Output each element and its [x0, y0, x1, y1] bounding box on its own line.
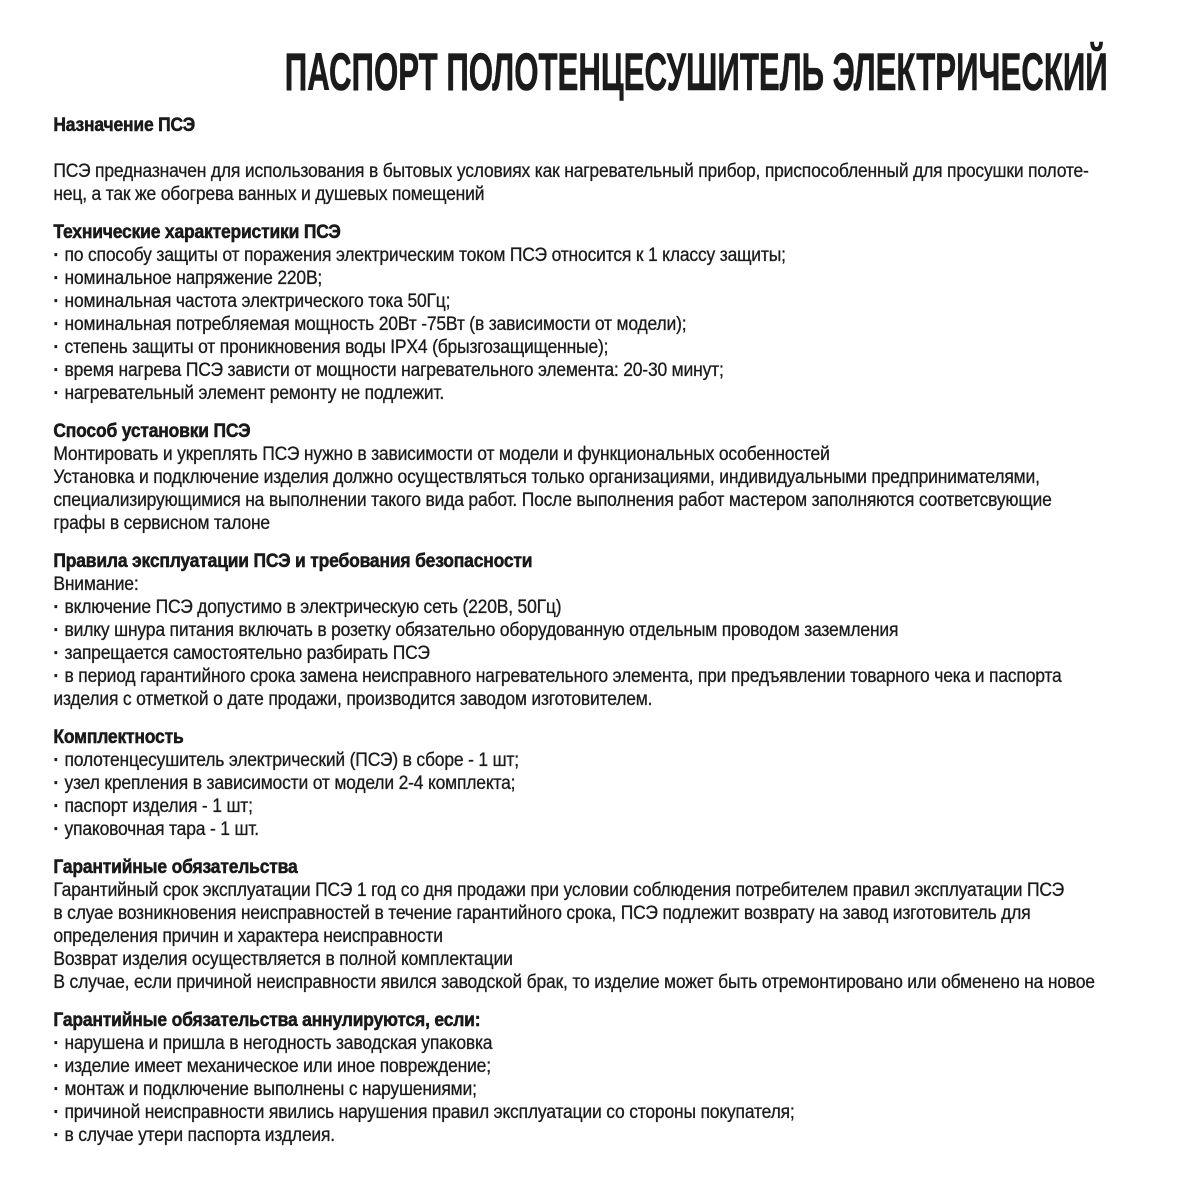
text-line: [53, 466, 1146, 489]
bullet-icon: ·: [53, 643, 60, 664]
section: [53, 1009, 1146, 1147]
bullet-icon: ·: [53, 1033, 60, 1054]
bullet-icon: ·: [53, 1079, 60, 1100]
text-line: [53, 688, 1146, 711]
line-text: изделия с отметкой о дате продажи, производится заводом изготовителем.: [53, 689, 653, 710]
line-text: номинальная частота электрического тока 50Гц;: [64, 291, 451, 312]
line-text: монтаж и подключение выполнены с нарушениями;: [64, 1079, 477, 1100]
bullet-icon: ·: [53, 268, 60, 289]
line-text: Внимание:: [53, 574, 139, 595]
line-text: в слуае возникновения неисправностей в течение гарантийного срока, ПСЭ подлежит возврату на завод изготовитель для: [53, 903, 1031, 924]
bullet-line: [53, 795, 1146, 818]
bullet-icon: ·: [53, 666, 60, 687]
text-line: [53, 443, 1146, 466]
text-line: [53, 183, 1146, 206]
line-text: нагревательный элемент ремонту не подлежит.: [64, 383, 445, 404]
line-text: вилку шнура питания включать в розетку обязательно оборудованную отдельным проводом заземления: [64, 620, 899, 641]
bullet-icon: ·: [53, 1056, 60, 1077]
line-text: включение ПСЭ допустимо в электрическую сеть (220В, 50Гц): [64, 597, 562, 618]
bullet-line: [53, 382, 1146, 405]
line-text: степень защиты от проникновения воды IPX4 (брызгозащищенные);: [64, 337, 609, 358]
line-text: Гарантийный срок эксплуатации ПСЭ 1 год со дня продажи при условии соблюдения потребителем правил эксплуатации ПСЭ: [53, 880, 1065, 901]
text-line: [53, 573, 1146, 596]
bullet-icon: ·: [53, 620, 60, 641]
section-heading: Технические характеристики ПСЭ: [53, 222, 341, 243]
section: [53, 114, 1146, 206]
bullet-line: [53, 1101, 1146, 1124]
text-line: [53, 902, 1146, 925]
line-text: упаковочная тара - 1 шт.: [64, 819, 259, 840]
line-text: по способу защиты от поражения электрическим током ПСЭ относится к 1 классу защиты;: [64, 245, 786, 266]
section: [53, 221, 1146, 405]
text-line: [53, 948, 1146, 971]
line-text: время нагрева ПСЭ зависти от мощности нагревательного элемента: 20-30 минут;: [64, 360, 724, 381]
bullet-line: [53, 1124, 1146, 1147]
bullet-icon: ·: [53, 796, 60, 817]
text-line: [53, 879, 1146, 902]
line-text: причиной неисправности явились нарушения правил эксплуатации со стороны покупателя;: [64, 1102, 795, 1123]
bullet-line: [53, 290, 1146, 313]
line-text: Установка и подключение изделия должно осуществляться только организациями, индивидуальными предпринимателями,: [53, 467, 1040, 488]
bullet-icon: ·: [53, 383, 60, 404]
line-text: паспорт изделия - 1 шт;: [64, 796, 253, 817]
section: [53, 420, 1146, 535]
line-text: графы в сервисном талоне: [53, 513, 270, 534]
bullet-line: [53, 1055, 1146, 1078]
bullet-icon: ·: [53, 360, 60, 381]
bullet-icon: ·: [53, 819, 60, 840]
bullet-line: [53, 665, 1146, 688]
bullet-line: [53, 642, 1146, 665]
line-text: определения причин и характера неисправности: [53, 926, 443, 947]
section: [53, 726, 1146, 841]
line-text: запрещается самостоятельно разбирать ПСЭ: [64, 643, 430, 664]
bullet-line: [53, 1032, 1146, 1055]
line-text: нец, а так же обогрева ванных и душевых помещений: [53, 184, 485, 205]
bullet-line: [53, 313, 1146, 336]
bullet-icon: ·: [53, 245, 60, 266]
line-text: номинальное напряжение 220В;: [64, 268, 323, 289]
blank-line: [53, 137, 1146, 160]
text-line: [53, 489, 1146, 512]
bullet-icon: ·: [53, 773, 60, 794]
document-title: [53, 0, 1146, 102]
line-text: В случае, если причиной неисправности явился заводской брак, то изделие может быть отремонтировано или обменено на новое: [53, 972, 1095, 993]
line-text: специализирующимися на выполнении такого вида работ. После выполнения работ мастером заполняются соответсвующие: [53, 490, 1052, 511]
line-text: ПСЭ предназначен для использования в бытовых условиях как нагревательный прибор, приспособленный для просушки полоте-: [53, 161, 1089, 182]
bullet-icon: ·: [53, 750, 60, 771]
text-line: [53, 971, 1146, 994]
bullet-icon: ·: [53, 291, 60, 312]
bullet-line: [53, 619, 1146, 642]
bullet-icon: ·: [53, 1102, 60, 1123]
bullet-icon: ·: [53, 337, 60, 358]
document-body: [53, 114, 1146, 1147]
section: [53, 550, 1146, 711]
line-text: Монтировать и укреплять ПСЭ нужно в зависимости от модели и функциональных особенностей: [53, 444, 830, 465]
bullet-icon: ·: [53, 597, 60, 618]
line-text: в случае утери паспорта издлеия.: [64, 1125, 335, 1146]
section-heading: Гарантийные обязательства: [53, 857, 298, 878]
text-line: [53, 512, 1146, 535]
text-line: [53, 925, 1146, 948]
line-text: номинальная потребляемая мощность 20Вт -75Вт (в зависимости от модели);: [64, 314, 687, 335]
line-text: изделие имеет механическое или иное повреждение;: [64, 1056, 491, 1077]
bullet-line: [53, 336, 1146, 359]
bullet-line: [53, 244, 1146, 267]
section-heading: Способ установки ПСЭ: [53, 421, 251, 442]
document-title-text: ПАСПОРТ ПОЛОТЕНЦЕСУШИТЕЛЬ ЭЛЕКТРИЧЕСКИЙ: [284, 43, 1108, 102]
bullet-line: [53, 749, 1146, 772]
bullet-line: [53, 772, 1146, 795]
bullet-icon: ·: [53, 314, 60, 335]
section-heading: Гарантийные обязательства аннулируются, если:: [53, 1010, 481, 1031]
line-text: полотенцесушитель электрический (ПСЭ) в сборе - 1 шт;: [64, 750, 519, 771]
bullet-line: [53, 818, 1146, 841]
section: [53, 856, 1146, 994]
bullet-line: [53, 359, 1146, 382]
bullet-line: [53, 1078, 1146, 1101]
section-heading: Правила эксплуатации ПСЭ и требования безопасности: [53, 551, 533, 572]
bullet-line: [53, 596, 1146, 619]
bullet-icon: ·: [53, 1125, 60, 1146]
line-text: Возврат изделия осуществляется в полной комплектации: [53, 949, 513, 970]
text-line: [53, 160, 1146, 183]
section-heading: Комплектность: [53, 727, 184, 748]
section-heading: Назначение ПСЭ: [53, 115, 196, 136]
line-text: узел крепления в зависимости от модели 2-4 комплекта;: [64, 773, 516, 794]
line-text: нарушена и пришла в негодность заводская упаковка: [64, 1033, 493, 1054]
line-text: в период гарантийного срока замена неисправного нагревательного элемента, при предъявлении товарного чека и паспорта: [64, 666, 1062, 687]
bullet-line: [53, 267, 1146, 290]
